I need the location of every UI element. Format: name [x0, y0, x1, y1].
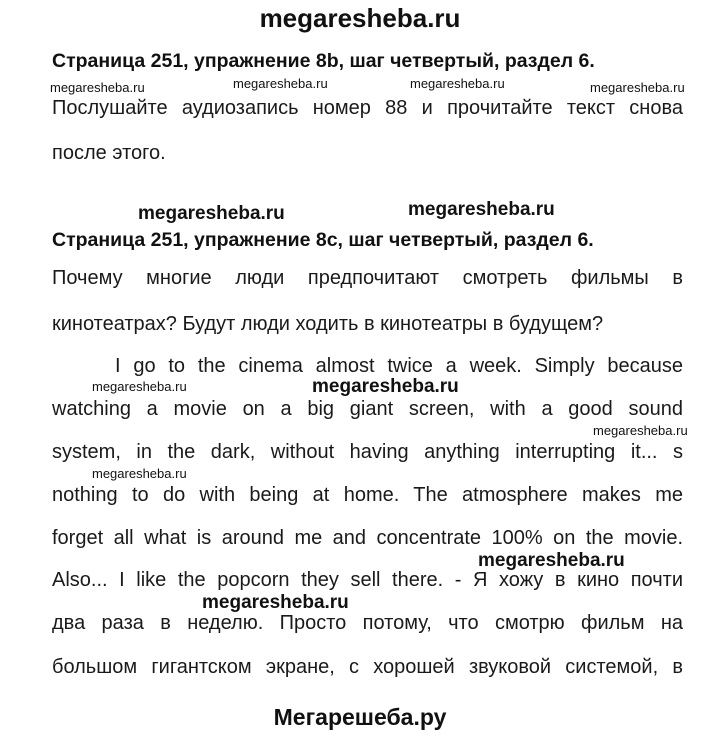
text-line: кинотеатрах? Будут люди ходить в кинотеатры в будущем? [52, 313, 604, 335]
watermark: megaresheba.ru [590, 80, 685, 95]
watermark: megaresheba.ru [408, 199, 555, 220]
exercise-heading-8c: Страница 251, упражнение 8c, шаг четвертый, раздел 6. [52, 229, 594, 251]
watermark: megaresheba.ru [478, 550, 625, 571]
text-line: watching a movie on a big giant screen, with a good sound [52, 398, 683, 420]
watermark: megaresheba.ru [410, 76, 505, 91]
text-line: два раза в неделю. Просто потому, что смотрю фильм на [52, 612, 683, 634]
text-line: forget all what is around me and concentrate 100% on the movie. [52, 527, 683, 549]
watermark: megaresheba.ru [138, 203, 285, 224]
footer-site-title: Мегарешеба.ру [273, 704, 447, 730]
text-line: большом гигантском экране, с хорошей звуковой системой, в [52, 656, 683, 678]
text-line: Also... I like the popcorn they sell there. - Я хожу в кино почти [52, 569, 683, 591]
watermark: megaresheba.ru [593, 423, 688, 438]
text-line: после этого. [52, 142, 166, 164]
text-line: Послушайте аудиозапись номер 88 и прочитайте текст снова [52, 97, 683, 119]
text-line: I go to the cinema almost twice a week. Simply because [115, 355, 683, 377]
watermark: megaresheba.ru [92, 466, 187, 481]
watermark: megaresheba.ru [92, 379, 187, 394]
exercise-heading-8b: Страница 251, упражнение 8b, шаг четвертый, раздел 6. [52, 50, 595, 72]
watermark: megaresheba.ru [312, 376, 459, 397]
watermark: megaresheba.ru [233, 76, 328, 91]
watermark: megaresheba.ru [202, 592, 349, 613]
watermark: megaresheba.ru [50, 80, 145, 95]
text-line: nothing to do with being at home. The atmosphere makes me [52, 484, 683, 506]
text-line: Почему многие люди предпочитают смотреть фильмы в [52, 267, 683, 289]
text-line: system, in the dark, without having anything interrupting it... s [52, 441, 683, 463]
site-title: megaresheba.ru [259, 3, 461, 33]
